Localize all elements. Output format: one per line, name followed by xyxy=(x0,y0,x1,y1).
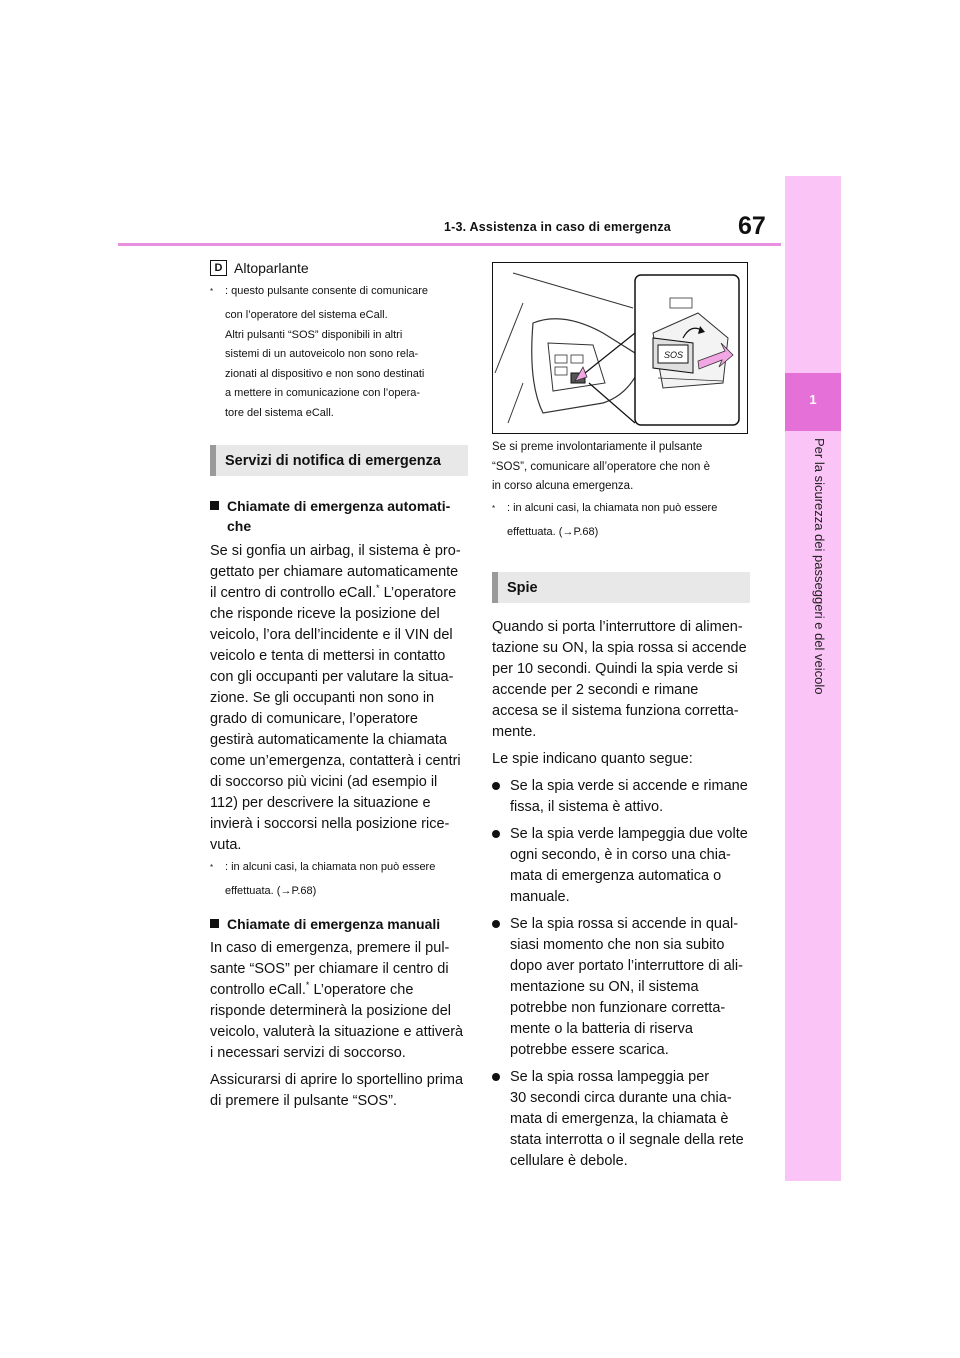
bullet-item xyxy=(492,914,750,1061)
caption-line: Se si preme involontariamente il pulsante xyxy=(492,441,703,453)
note-auto-calls: * : in alcuni casi, la chiamata non può essere effettuata. (→P.68) xyxy=(210,858,468,902)
bullet-line: potrebbe non funzionare corretta- xyxy=(510,1000,726,1017)
chapter-label: Per la sicurezza dei passeggeri e del veicolo xyxy=(812,438,827,695)
paragraph-line: L’operatore che xyxy=(309,981,414,998)
paragraph-line: gestirà automaticamente la chiamata xyxy=(210,732,447,749)
paragraph-line: per 10 secondi. Quindi la spia verde si xyxy=(492,661,738,678)
paragraph-line: controllo eCall. xyxy=(210,981,306,998)
paragraph-line: veicolo e tenta di mettersi in contatto xyxy=(210,648,446,665)
bullet-line: potrebbe essere scarica. xyxy=(510,1042,669,1059)
paragraph-line: i necessari servizi di soccorso. xyxy=(210,1044,406,1061)
note-line: effettuata. (→P.68) xyxy=(507,525,599,538)
subheading-text: Chiamate di emergenza manuali xyxy=(227,915,441,932)
sos-button-illustration xyxy=(492,262,748,434)
paragraph-line: come un’emergenza, contatterà i centri xyxy=(210,753,461,770)
paragraph-line: veicolo, l’ora dell’incidente e il VIN del xyxy=(210,627,453,644)
paragraph-line: con gli occupanti per valutare la situa- xyxy=(210,669,454,686)
note-line: Altri pulsanti “SOS” disponibili in altri xyxy=(225,328,403,341)
note-line: : in alcuni casi, la chiamata non può essere xyxy=(507,501,718,514)
paragraph-line: L’operatore xyxy=(383,585,457,602)
subheading-line: Chiamate di emergenza automati- xyxy=(227,498,451,515)
subheading-auto-calls xyxy=(210,496,468,536)
illustration-caption xyxy=(492,438,750,497)
note-mark: * xyxy=(210,287,214,296)
bullet-line: mente o la batteria di riserva xyxy=(510,1021,693,1038)
bullet-line: Se la spia rossa lampeggia per xyxy=(510,1069,710,1086)
bullet-line: mentazione su ON, il sistema xyxy=(510,979,699,996)
bullet-line: cellulare è debole. xyxy=(510,1153,628,1170)
item-d-letter: D xyxy=(210,260,227,276)
bullet-line: siasi momento che non sia subito xyxy=(510,937,725,954)
paragraph-line: Quando si porta l’interruttore di alimen- xyxy=(492,619,743,636)
note-line: : in alcuni casi, la chiamata non può essere xyxy=(225,861,436,874)
manual-calls-block xyxy=(210,914,468,1112)
bullet-line: Se la spia rossa si accende in qual- xyxy=(510,916,739,933)
note-line: tore del sistema eCall. xyxy=(225,406,334,419)
paragraph-line: risponde determinerà la posizione del xyxy=(210,1002,452,1019)
paragraph-line: di soccorso più vicini (ad esempio il xyxy=(210,774,438,791)
bullet-item xyxy=(492,1067,750,1172)
section-heading-lights: Spie xyxy=(492,572,750,603)
square-bullet-icon xyxy=(210,501,219,510)
note-caption: * : in alcuni casi, la chiamata non può essere effettuata. (→P.68) xyxy=(492,499,750,543)
left-column xyxy=(210,260,468,1112)
paragraph-line: accesa se il sistema funziona corretta- xyxy=(492,703,739,720)
note-line: : questo pulsante consente di comunicare xyxy=(225,285,429,297)
bullet-item xyxy=(492,824,750,908)
paragraph-line: vuta. xyxy=(210,837,242,854)
item-d-text: Altoparlante xyxy=(234,260,309,276)
note-line: a mettere in comunicazione con l’opera- xyxy=(225,387,421,400)
note-line: sistemi di un autoveicolo non sono rela- xyxy=(225,348,419,361)
manual-calls-paragraph-2 xyxy=(210,1070,468,1112)
bullet-line: mata di emergenza, la chiamata è xyxy=(510,1111,729,1128)
lights-intro xyxy=(492,617,750,743)
bullet-line: Se la spia verde lampeggia due volte xyxy=(510,826,748,843)
paragraph-line: veicolo, valuterà la situazione e attiverà xyxy=(210,1023,464,1040)
paragraph-line: In caso di emergenza, premere il pul- xyxy=(210,939,450,956)
paragraph-line: Assicurarsi di aprire lo sportellino prima xyxy=(210,1071,464,1088)
note-line: con l’operatore del sistema eCall. xyxy=(225,309,388,322)
note-sos-button xyxy=(210,282,468,423)
paragraph-line: sante “SOS” per chiamare il centro di xyxy=(210,960,449,977)
bullet-dot-icon xyxy=(492,830,500,838)
paragraph-line: di premere il pulsante “SOS”. xyxy=(210,1092,397,1109)
paragraph-line: tazione su ON, la spia rossa si accende xyxy=(492,640,747,657)
header-rule xyxy=(118,243,781,246)
section-heading-emergency-services: Servizi di notifica di emergenza xyxy=(210,445,468,476)
paragraph-line: accende per 2 secondi e rimane xyxy=(492,682,699,699)
section-title: 1-3. Assistenza in caso di emergenza xyxy=(444,220,671,234)
auto-calls-paragraph: Se si gonfia un airbag, il sistema è pro- gettato per chiamare automaticamente il centro di controllo eCall.* L’operatore che risponde riceve la posizione del veicolo, l’ora dell’incidente e il VIN del veicolo e tenta di mettersi in contatto con gli occupanti per valutare la situa- zione. Se gli occupanti non sono in grado di comunicare, l’operatore gestirà automaticamente la chiamata come un’emergenza, contatterà i centri di soccorso più vicini (ad esempio il 112) per descrivere la situazione e invierà i soccorsi nella posizione rice- vuta. xyxy=(210,541,468,856)
overhead-console-icon xyxy=(493,263,746,432)
subheading-manual-calls xyxy=(210,914,468,934)
bullet-line: stata interrotta o il segnale della rete xyxy=(510,1132,744,1149)
bullet-line: 30 secondi circa durante una chia- xyxy=(510,1090,732,1107)
page-number: 67 xyxy=(738,212,766,240)
auto-calls-block xyxy=(210,496,468,902)
paragraph-line: mente. xyxy=(492,724,537,741)
bullet-line: manuale. xyxy=(510,889,570,906)
square-bullet-icon xyxy=(210,919,219,928)
bullet-line: fissa, il sistema è attivo. xyxy=(510,799,664,816)
manual-calls-paragraph: In caso di emergenza, premere il pul- sante “SOS” per chiamare il centro di controllo eCall.* L’operatore che risponde determinerà la posizione del veicolo, valuterà la situazione e attiverà i necessari servizi di soccorso. xyxy=(210,938,468,1064)
bullet-line: Se la spia verde si accende e rimane xyxy=(510,778,748,795)
caption-line: “SOS”, comunicare all’operatore che non è xyxy=(492,460,710,473)
paragraph-line: grado di comunicare, l’operatore xyxy=(210,711,418,728)
note-line: zionati al dispositivo e non sono destinati xyxy=(225,367,425,380)
sos-label: SOS xyxy=(664,350,684,360)
paragraph-line: invierà i soccorsi nella posizione rice- xyxy=(210,816,450,833)
bullet-line: ogni secondo, è in corso una chia- xyxy=(510,847,731,864)
note-line: effettuata. (→P.68) xyxy=(225,885,317,898)
right-column xyxy=(492,262,750,1172)
chapter-number: 1 xyxy=(809,392,817,407)
bullet-dot-icon xyxy=(492,782,500,790)
lights-lead: Le spie indicano quanto segue: xyxy=(492,751,693,768)
paragraph-line: 112) per descrivere la situazione e xyxy=(210,795,431,812)
subheading-line: che xyxy=(227,518,252,535)
bullet-line: dopo aver portato l’interruttore di ali- xyxy=(510,958,743,975)
item-d xyxy=(210,260,468,276)
paragraph-line: zione. Se gli occupanti non sono in xyxy=(210,690,435,707)
bullet-item xyxy=(492,776,750,818)
bullet-line: mata di emergenza automatica o xyxy=(510,868,722,885)
bullet-dot-icon xyxy=(492,920,500,928)
paragraph-line: che risponde riceve la posizione del xyxy=(210,606,440,623)
bullet-dot-icon xyxy=(492,1073,500,1081)
caption-line: in corso alcuna emergenza. xyxy=(492,480,634,492)
